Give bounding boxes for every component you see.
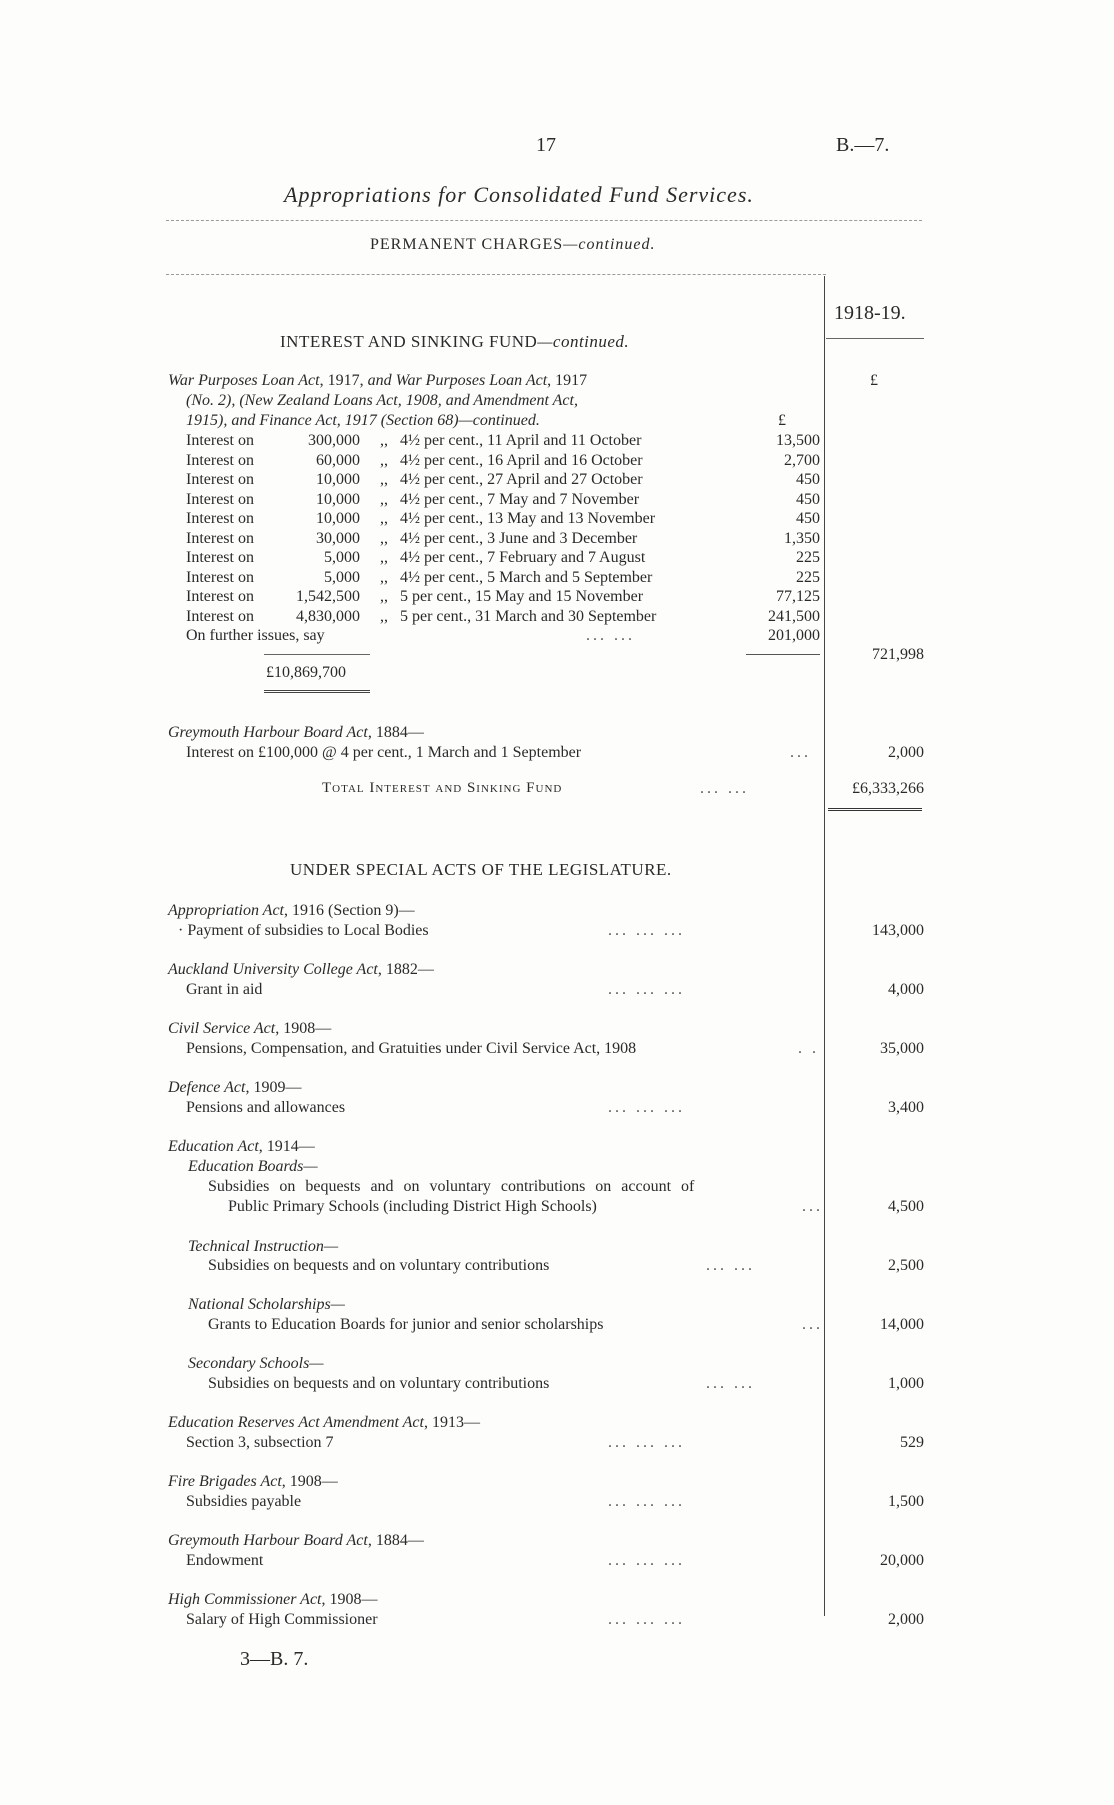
- row-rate: 5 per cent., 15 May and 15 November: [400, 588, 644, 605]
- row-rate: 4½ per cent., 7 May and 7 November: [400, 490, 640, 508]
- table-row: [186, 530, 820, 549]
- row-label: Interest on: [186, 490, 254, 508]
- entry-desc: Grant in aid: [186, 981, 263, 998]
- row-value: 450: [796, 510, 820, 527]
- title-rule: [166, 220, 922, 221]
- interest-heading-continued: —continued.: [537, 332, 630, 351]
- act-year: , 1913—: [423, 1414, 480, 1431]
- entry-desc: Pensions, Compensation, and Gratuities under Civil Service Act, 1908: [186, 1040, 637, 1057]
- leader-dots: ... ... ...: [608, 1434, 685, 1451]
- greymouth-interest-value: 2,000: [888, 744, 924, 761]
- leader-dots: ... ... ...: [608, 1552, 685, 1569]
- entry-desc: Subsidies payable: [186, 1493, 302, 1510]
- act-name: Education Reserves Act Amendment Act: [168, 1414, 424, 1431]
- row-ditto: ,,: [380, 588, 388, 605]
- row-rate: 4½ per cent., 13 May and 13 November: [400, 510, 656, 527]
- principal-double-rule: [264, 690, 370, 693]
- row-amount: 5,000: [324, 549, 360, 566]
- table-row-further-issues: [186, 627, 820, 646]
- row-value: 225: [796, 568, 820, 586]
- greymouth-interest-act: [168, 724, 424, 742]
- act-year: , 1914—: [258, 1138, 315, 1155]
- act-name: Appropriation Act: [168, 902, 284, 919]
- year-heading: 1918-19.: [834, 302, 906, 324]
- act-heading-defence: [168, 1079, 301, 1097]
- entry-desc: Salary of High Commissioner: [186, 1611, 378, 1628]
- leader-dots: ... ... ...: [608, 1611, 685, 1628]
- leader-dots: ...: [790, 744, 811, 761]
- act-year-2: , 1917: [547, 372, 588, 389]
- table-row: [186, 569, 820, 588]
- leader-dots: . .: [798, 1040, 819, 1057]
- table-row: [186, 510, 820, 529]
- table-row: [186, 432, 820, 451]
- row-label: Interest on: [186, 451, 254, 469]
- greymouth-interest-desc: Interest on £100,000 @ 4 per cent., 1 March and 1 September: [186, 744, 582, 761]
- act-name: Education Act: [168, 1138, 259, 1155]
- entry-value: 2,000: [888, 1611, 924, 1628]
- entry-value: 529: [900, 1434, 924, 1451]
- row-amount: 10,000: [316, 510, 360, 527]
- row-label: Interest on: [186, 549, 254, 566]
- interest-subtotal: 721,998: [872, 646, 924, 663]
- act-name: Civil Service Act: [168, 1020, 276, 1037]
- leader-dots: ...: [802, 1198, 823, 1215]
- leader-dots: ... ... ...: [608, 922, 685, 939]
- education-boards-line-1: Subsidies on bequests and on voluntary contributions on account of: [208, 1178, 695, 1195]
- entry-desc: Endowment: [186, 1552, 264, 1569]
- interest-act-line-2: (No. 2), (New Zealand Loans Act, 1908, and Amendment Act,: [186, 392, 578, 409]
- entry-value: 35,000: [880, 1040, 924, 1057]
- total-interest-value: £6,333,266: [852, 780, 924, 797]
- page-number: 17: [536, 134, 556, 156]
- act-name: Greymouth Harbour Board Act: [168, 724, 368, 741]
- page-title: Appropriations for Consolidated Fund Services.: [284, 182, 754, 207]
- row-value: 13,500: [776, 432, 820, 449]
- entry-value: 4,000: [888, 981, 924, 998]
- entry-value: 1,500: [888, 1493, 924, 1510]
- row-ditto: ,,: [380, 471, 388, 488]
- education-boards-value: 4,500: [888, 1198, 924, 1215]
- act-heading-auckland: [168, 961, 434, 979]
- row-amount: 30,000: [316, 529, 360, 547]
- act-name-war-purposes-2: and War Purposes Loan Act: [367, 372, 548, 389]
- technical-instruction-value: 2,500: [888, 1257, 924, 1274]
- document-reference: B.—7.: [836, 134, 890, 156]
- secondary-schools-heading: Secondary Schools—: [188, 1355, 324, 1372]
- leader-dots: ...: [802, 1316, 823, 1333]
- table-row: [186, 491, 820, 510]
- row-amount: 60,000: [316, 451, 360, 469]
- row-ditto: ,,: [380, 568, 388, 586]
- section-subtitle: [370, 236, 656, 254]
- national-scholarships-heading: National Scholarships—: [188, 1296, 345, 1313]
- row-amount: 300,000: [308, 432, 360, 449]
- interest-heading-main: INTEREST AND SINKING FUND: [280, 332, 538, 351]
- education-boards-line-2: Public Primary Schools (including District High Schools): [228, 1198, 597, 1215]
- act-heading-appropriation: [168, 902, 415, 920]
- row-value: 77,125: [776, 588, 820, 605]
- interest-currency: £: [778, 412, 786, 429]
- act-year: , 1916 (Section 9)—: [284, 902, 415, 919]
- act-year: , 1882—: [377, 961, 434, 978]
- row-label: Interest on: [186, 588, 254, 605]
- row-value: 450: [796, 471, 820, 488]
- principal-rule: [264, 654, 370, 655]
- sheet-mark: 3—B. 7.: [240, 1648, 309, 1670]
- table-row: [186, 588, 820, 607]
- row-value: 1,350: [784, 529, 820, 547]
- act-name: High Commissioner Act: [168, 1591, 322, 1608]
- act-year: , 1908—: [281, 1473, 338, 1490]
- row-rate: 5 per cent., 31 March and 30 September: [400, 607, 657, 625]
- education-boards-heading: Education Boards—: [188, 1158, 318, 1175]
- secondary-schools-value: 1,000: [888, 1375, 924, 1392]
- row-ditto: ,,: [380, 607, 388, 625]
- national-scholarships-desc: Grants to Education Boards for junior and senior scholarships: [208, 1316, 604, 1333]
- leader-dots: ... ...: [700, 780, 749, 797]
- act-name: Defence Act: [168, 1079, 246, 1096]
- further-issues-value: 201,000: [768, 627, 820, 644]
- row-ditto: ,,: [380, 432, 388, 449]
- row-label: Interest on: [186, 607, 254, 625]
- special-acts-heading: UNDER SPECIAL ACTS OF THE LEGISLATURE.: [290, 860, 672, 879]
- subtitle-rule: [166, 274, 826, 275]
- table-row: [186, 452, 820, 471]
- interest-heading: [280, 332, 629, 352]
- principal-total: £10,869,700: [266, 664, 346, 681]
- secondary-schools-desc: Subsidies on bequests and on voluntary contributions: [208, 1375, 550, 1392]
- entry-desc: Section 3, subsection 7: [186, 1434, 334, 1451]
- row-label: Interest on: [186, 568, 254, 586]
- row-label: Interest on: [186, 471, 254, 488]
- entry-value: 20,000: [880, 1552, 924, 1569]
- entry-value: 143,000: [872, 922, 924, 939]
- technical-instruction-heading: Technical Instruction—: [188, 1238, 339, 1255]
- row-ditto: ,,: [380, 549, 388, 566]
- act-name: Fire Brigades Act: [168, 1473, 282, 1490]
- row-value: 241,500: [768, 607, 820, 625]
- row-value: 450: [796, 490, 820, 508]
- table-row: [186, 549, 820, 568]
- row-value: 2,700: [784, 451, 820, 469]
- act-year: , 1908—: [321, 1591, 378, 1608]
- act-heading-high-commissioner: [168, 1591, 377, 1609]
- row-amount: 4,830,000: [296, 607, 360, 625]
- leader-dots: ... ...: [706, 1257, 755, 1274]
- year-heading-rule: [826, 338, 924, 339]
- act-name-war-purposes: War Purposes Loan Act: [168, 372, 320, 389]
- further-issues-label: On further issues, say: [186, 627, 325, 644]
- act-heading-fire-brigades: [168, 1473, 338, 1491]
- act-heading-civil-service: [168, 1020, 331, 1038]
- row-label: Interest on: [186, 529, 254, 547]
- act-heading-education-reserves: [168, 1414, 480, 1432]
- year-column-divider: [824, 276, 825, 1616]
- act-year: , 1908—: [275, 1020, 332, 1037]
- act-name: Auckland University College Act: [168, 961, 378, 978]
- row-rate: 4½ per cent., 7 February and 7 August: [400, 549, 646, 566]
- row-rate: 4½ per cent., 27 April and 27 October: [400, 471, 643, 488]
- row-amount: 10,000: [316, 490, 360, 508]
- leader-dots: ... ... ...: [608, 1493, 685, 1510]
- act-year: , 1884—: [367, 724, 424, 741]
- row-rate: 4½ per cent., 3 June and 3 December: [400, 529, 638, 547]
- total-interest-label: Total Interest and Sinking Fund: [322, 780, 563, 796]
- row-amount: 1,542,500: [296, 588, 360, 605]
- year-currency: £: [870, 372, 878, 389]
- subtitle-main: PERMANENT CHARGES: [370, 236, 564, 253]
- entry-desc: · Payment of subsidies to Local Bodies: [178, 922, 429, 939]
- technical-instruction-desc: Subsidies on bequests and on voluntary contributions: [208, 1257, 550, 1274]
- leader-dots: ... ... ...: [608, 1099, 685, 1116]
- row-ditto: ,,: [380, 529, 388, 547]
- leader-dots: ... ...: [706, 1375, 755, 1392]
- act-heading-greymouth-endowment: [168, 1532, 424, 1550]
- row-amount: 5,000: [324, 568, 360, 586]
- row-amount: 10,000: [316, 471, 360, 488]
- table-row: [186, 471, 820, 490]
- row-rate: 4½ per cent., 11 April and 11 October: [400, 432, 642, 449]
- row-ditto: ,,: [380, 490, 388, 508]
- entry-desc: Pensions and allowances: [186, 1099, 346, 1116]
- row-ditto: ,,: [380, 451, 388, 469]
- national-scholarships-value: 14,000: [880, 1316, 924, 1333]
- row-value: 225: [796, 549, 820, 566]
- interest-act-line-3: 1915), and Finance Act, 1917 (Section 68)—continued.: [186, 412, 540, 429]
- act-year: , 1909—: [245, 1079, 302, 1096]
- row-label: Interest on: [186, 432, 254, 449]
- leader-dots: ... ... ...: [608, 981, 685, 998]
- act-year: , 1884—: [367, 1532, 424, 1549]
- subtitle-continued: —continued.: [563, 236, 656, 253]
- total-double-rule: [828, 808, 922, 811]
- row-rate: 4½ per cent., 5 March and 5 September: [400, 568, 653, 586]
- table-row: [186, 608, 820, 627]
- row-rate: 4½ per cent., 16 April and 16 October: [400, 451, 643, 469]
- act-name: Greymouth Harbour Board Act: [168, 1532, 368, 1549]
- act-heading-education: [168, 1138, 315, 1156]
- interest-act-line-1: [168, 372, 587, 390]
- leader-dots: ... ...: [586, 627, 635, 644]
- act-year: , 1917,: [319, 372, 368, 389]
- row-label: Interest on: [186, 510, 254, 527]
- row-ditto: ,,: [380, 510, 388, 527]
- entry-value: 3,400: [888, 1099, 924, 1116]
